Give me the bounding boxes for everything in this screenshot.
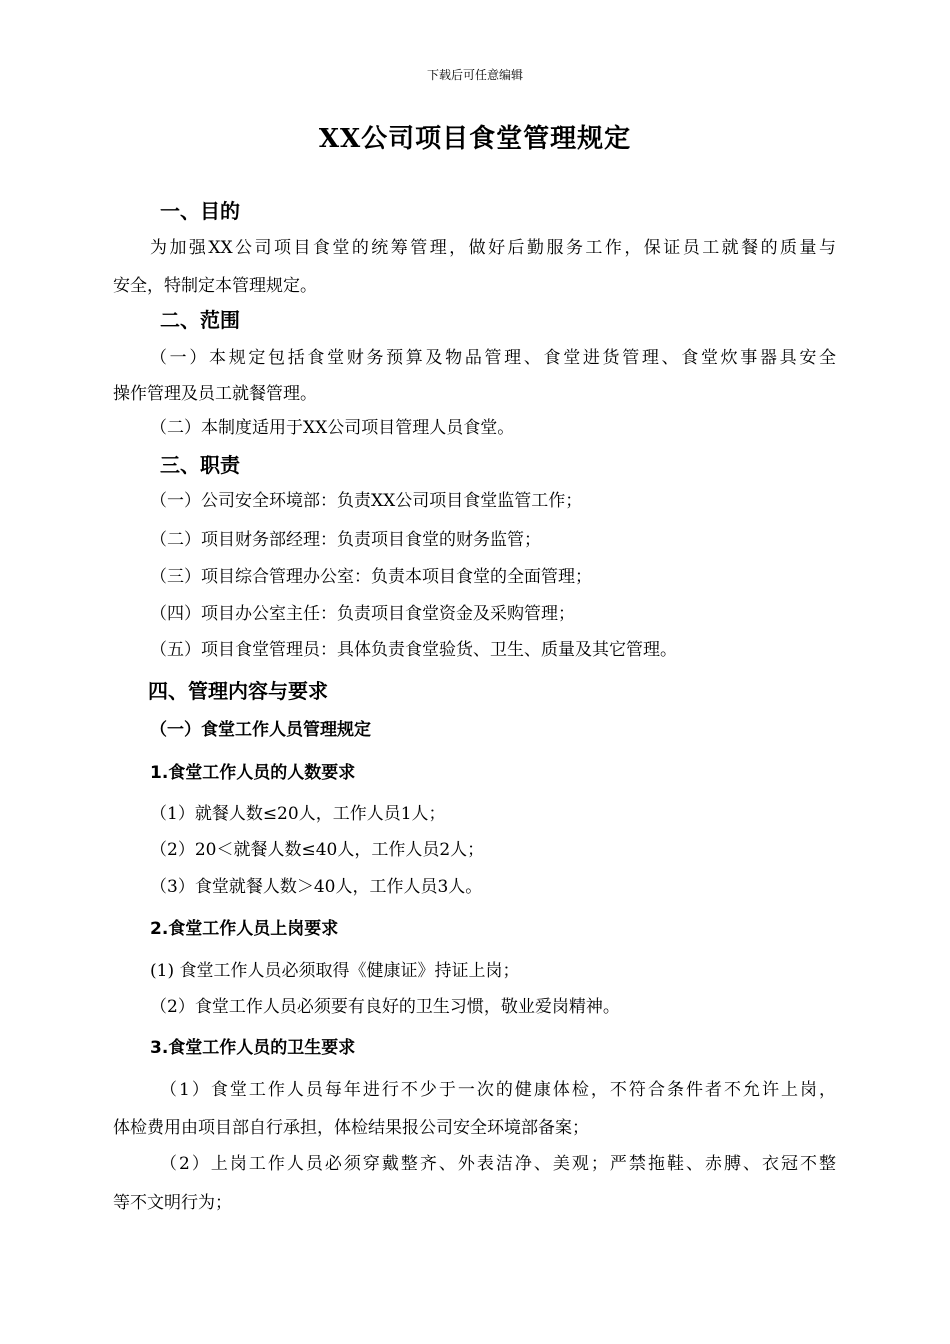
hygiene-item-2-line-2: 等不文明行为；: [113, 1193, 232, 1213]
staff-duty-title: 2.食堂工作人员上岗要求: [150, 919, 339, 939]
staff-duty-item: (1) 食堂工作人员必须取得《健康证》持证上岗；: [150, 961, 520, 981]
duty-item: （一）公司安全环境部：负责XX公司项目食堂监管工作；: [150, 491, 583, 511]
header-note: 下载后可任意编辑: [426, 68, 523, 82]
section-heading-purpose: 一、目的: [160, 199, 240, 223]
scope-item-1-line-1: （一）本规定包括食堂财务预算及物品管理、食堂进货管理、食堂炊事器具安全: [150, 348, 836, 368]
staff-duty-item: （2）食堂工作人员必须要有良好的卫生习惯，敬业爱岗精神。: [150, 997, 620, 1017]
section-heading-management: 四、管理内容与要求: [148, 679, 328, 703]
hygiene-item-1-line-1: （1）食堂工作人员每年进行不少于一次的健康体检，不符合条件者不允许上岗，: [160, 1080, 836, 1100]
scope-item-1-line-2: 操作管理及员工就餐管理。: [113, 384, 317, 404]
staff-count-item: （3）食堂就餐人数＞40人，工作人员3人。: [150, 877, 483, 897]
duty-item: （三）项目综合管理办公室：负责本项目食堂的全面管理；: [150, 567, 592, 587]
duty-item: （二）项目财务部经理：负责项目食堂的财务监管；: [150, 530, 541, 550]
section-heading-duties: 三、职责: [160, 453, 240, 477]
purpose-line-2: 安全，特制定本管理规定。: [113, 276, 317, 296]
hygiene-item-2-line-1: （2）上岗工作人员必须穿戴整齐、外表洁净、美观；严禁拖鞋、赤膊、衣冠不整: [160, 1154, 836, 1174]
hygiene-item-1-line-2: 体检费用由项目部自行承担，体检结果报公司安全环境部备案；: [113, 1118, 589, 1138]
subsection-heading-staff-rules: （一）食堂工作人员管理规定: [150, 720, 371, 740]
purpose-line-1: 为加强XX公司项目食堂的统筹管理，做好后勤服务工作，保证员工就餐的质量与: [150, 238, 836, 258]
duty-item: （五）项目食堂管理员：具体负责食堂验货、卫生、质量及其它管理。: [150, 640, 677, 660]
staff-count-item: （1）就餐人数≤20人，工作人员1人；: [150, 804, 446, 824]
section-heading-scope: 二、范围: [160, 308, 240, 332]
scope-item-2: （二）本制度适用于XX公司项目管理人员食堂。: [150, 418, 515, 438]
duty-item: （四）项目办公室主任：负责项目食堂资金及采购管理；: [150, 604, 575, 624]
staff-hygiene-title: 3.食堂工作人员的卫生要求: [150, 1038, 356, 1058]
staff-count-title: 1.食堂工作人员的人数要求: [150, 763, 356, 783]
staff-count-item: （2）20＜就餐人数≤40人，工作人员2人；: [150, 840, 485, 860]
document-title: XX公司项目食堂管理规定: [318, 124, 632, 154]
